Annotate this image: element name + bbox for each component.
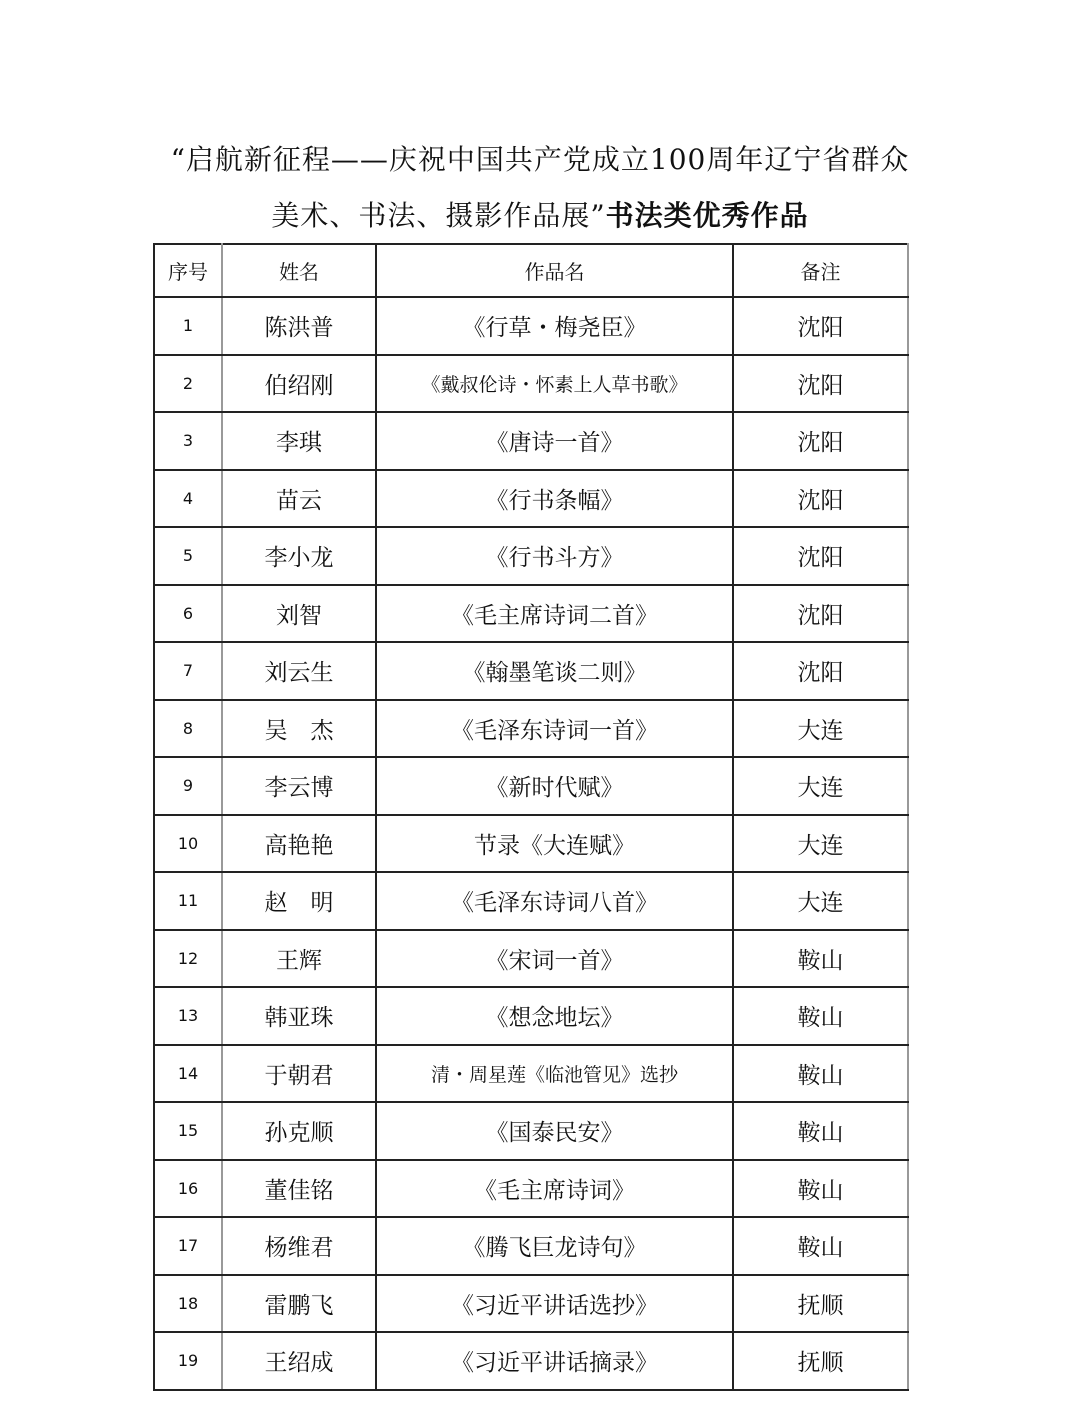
table-row [154, 355, 908, 413]
row-note: 鞍山 [733, 987, 908, 1045]
row-number: 7 [154, 642, 222, 700]
row-note: 沈阳 [733, 585, 908, 643]
row-note: 鞍山 [733, 1102, 908, 1160]
row-name: 董佳铭 [222, 1160, 376, 1218]
row-number: 3 [154, 412, 222, 470]
table-row [154, 815, 908, 873]
row-name: 王辉 [222, 930, 376, 988]
header-note: 备注 [733, 244, 908, 297]
row-work: 《习近平讲话摘录》 [376, 1332, 733, 1390]
row-work: 《行书斗方》 [376, 527, 733, 585]
table-row [154, 412, 908, 470]
row-name: 高艳艳 [222, 815, 376, 873]
row-work: 《新时代赋》 [376, 757, 733, 815]
row-number: 17 [154, 1217, 222, 1275]
row-work: 《毛泽东诗词一首》 [376, 700, 733, 758]
table-row [154, 1332, 908, 1390]
row-work: 《行草・梅尧臣》 [376, 297, 733, 355]
row-work: 《行书条幅》 [376, 470, 733, 528]
header-number: 序号 [154, 244, 222, 297]
table-row [154, 585, 908, 643]
row-note: 鞍山 [733, 1217, 908, 1275]
row-note: 鞍山 [733, 1045, 908, 1103]
row-name: 李琪 [222, 412, 376, 470]
row-note: 大连 [733, 815, 908, 873]
row-number: 12 [154, 930, 222, 988]
table-row [154, 1045, 908, 1103]
row-note: 大连 [733, 700, 908, 758]
row-note: 大连 [733, 872, 908, 930]
row-name: 李云博 [222, 757, 376, 815]
table-row [154, 757, 908, 815]
row-work: 《毛主席诗词二首》 [376, 585, 733, 643]
document-title-line-2 [0, 196, 1080, 236]
row-name: 赵 明 [222, 872, 376, 930]
row-note: 抚顺 [733, 1332, 908, 1390]
row-note: 沈阳 [733, 297, 908, 355]
title-bold-part: 书法类优秀作品 [605, 199, 809, 232]
row-name: 吴 杰 [222, 700, 376, 758]
row-work: 《腾飞巨龙诗句》 [376, 1217, 733, 1275]
row-note: 沈阳 [733, 355, 908, 413]
table-row [154, 470, 908, 528]
row-number: 14 [154, 1045, 222, 1103]
row-note: 沈阳 [733, 642, 908, 700]
row-number: 16 [154, 1160, 222, 1218]
table-row [154, 1217, 908, 1275]
row-name: 韩亚珠 [222, 987, 376, 1045]
row-note: 沈阳 [733, 527, 908, 585]
row-number: 13 [154, 987, 222, 1045]
row-number: 1 [154, 297, 222, 355]
row-work: 《国泰民安》 [376, 1102, 733, 1160]
table-row [154, 1160, 908, 1218]
row-name: 王绍成 [222, 1332, 376, 1390]
table-header-row [154, 244, 908, 297]
row-number: 6 [154, 585, 222, 643]
row-name: 刘智 [222, 585, 376, 643]
row-note: 抚顺 [733, 1275, 908, 1333]
row-number: 10 [154, 815, 222, 873]
table-row [154, 987, 908, 1045]
row-name: 孙克顺 [222, 1102, 376, 1160]
row-name: 雷鹏飞 [222, 1275, 376, 1333]
row-number: 15 [154, 1102, 222, 1160]
row-note: 大连 [733, 757, 908, 815]
row-work: 《毛泽东诗词八首》 [376, 872, 733, 930]
row-number: 4 [154, 470, 222, 528]
row-name: 陈洪普 [222, 297, 376, 355]
row-note: 鞍山 [733, 1160, 908, 1218]
row-number: 2 [154, 355, 222, 413]
table-row [154, 297, 908, 355]
row-work: 《唐诗一首》 [376, 412, 733, 470]
table-row [154, 872, 908, 930]
row-work: 清・周星莲《临池管见》选抄 [376, 1045, 733, 1103]
row-name: 刘云生 [222, 642, 376, 700]
row-name: 李小龙 [222, 527, 376, 585]
row-number: 11 [154, 872, 222, 930]
row-work: 《想念地坛》 [376, 987, 733, 1045]
row-name: 苗云 [222, 470, 376, 528]
table-row [154, 642, 908, 700]
row-note: 鞍山 [733, 930, 908, 988]
row-number: 19 [154, 1332, 222, 1390]
table-row [154, 527, 908, 585]
document-title-line-1: “启航新征程——庆祝中国共产党成立100周年辽宁省群众 [170, 143, 910, 176]
table-row [154, 930, 908, 988]
row-number: 9 [154, 757, 222, 815]
table-row [154, 1102, 908, 1160]
row-note: 沈阳 [733, 470, 908, 528]
row-work: 《翰墨笔谈二则》 [376, 642, 733, 700]
title-regular-part: 美术、书法、摄影作品展” [271, 199, 606, 232]
row-number: 5 [154, 527, 222, 585]
row-name: 于朝君 [222, 1045, 376, 1103]
row-work: 《毛主席诗词》 [376, 1160, 733, 1218]
row-number: 8 [154, 700, 222, 758]
row-note: 沈阳 [733, 412, 908, 470]
row-work: 节录《大连赋》 [376, 815, 733, 873]
row-work: 《宋词一首》 [376, 930, 733, 988]
row-work: 《习近平讲话选抄》 [376, 1275, 733, 1333]
row-number: 18 [154, 1275, 222, 1333]
table-row [154, 1275, 908, 1333]
table-row [154, 700, 908, 758]
award-table [153, 243, 909, 1391]
row-name: 杨维君 [222, 1217, 376, 1275]
row-work: 《戴叔伦诗・怀素上人草书歌》 [376, 355, 733, 413]
header-name: 姓名 [222, 244, 376, 297]
row-name: 伯绍刚 [222, 355, 376, 413]
header-work: 作品名 [376, 244, 733, 297]
